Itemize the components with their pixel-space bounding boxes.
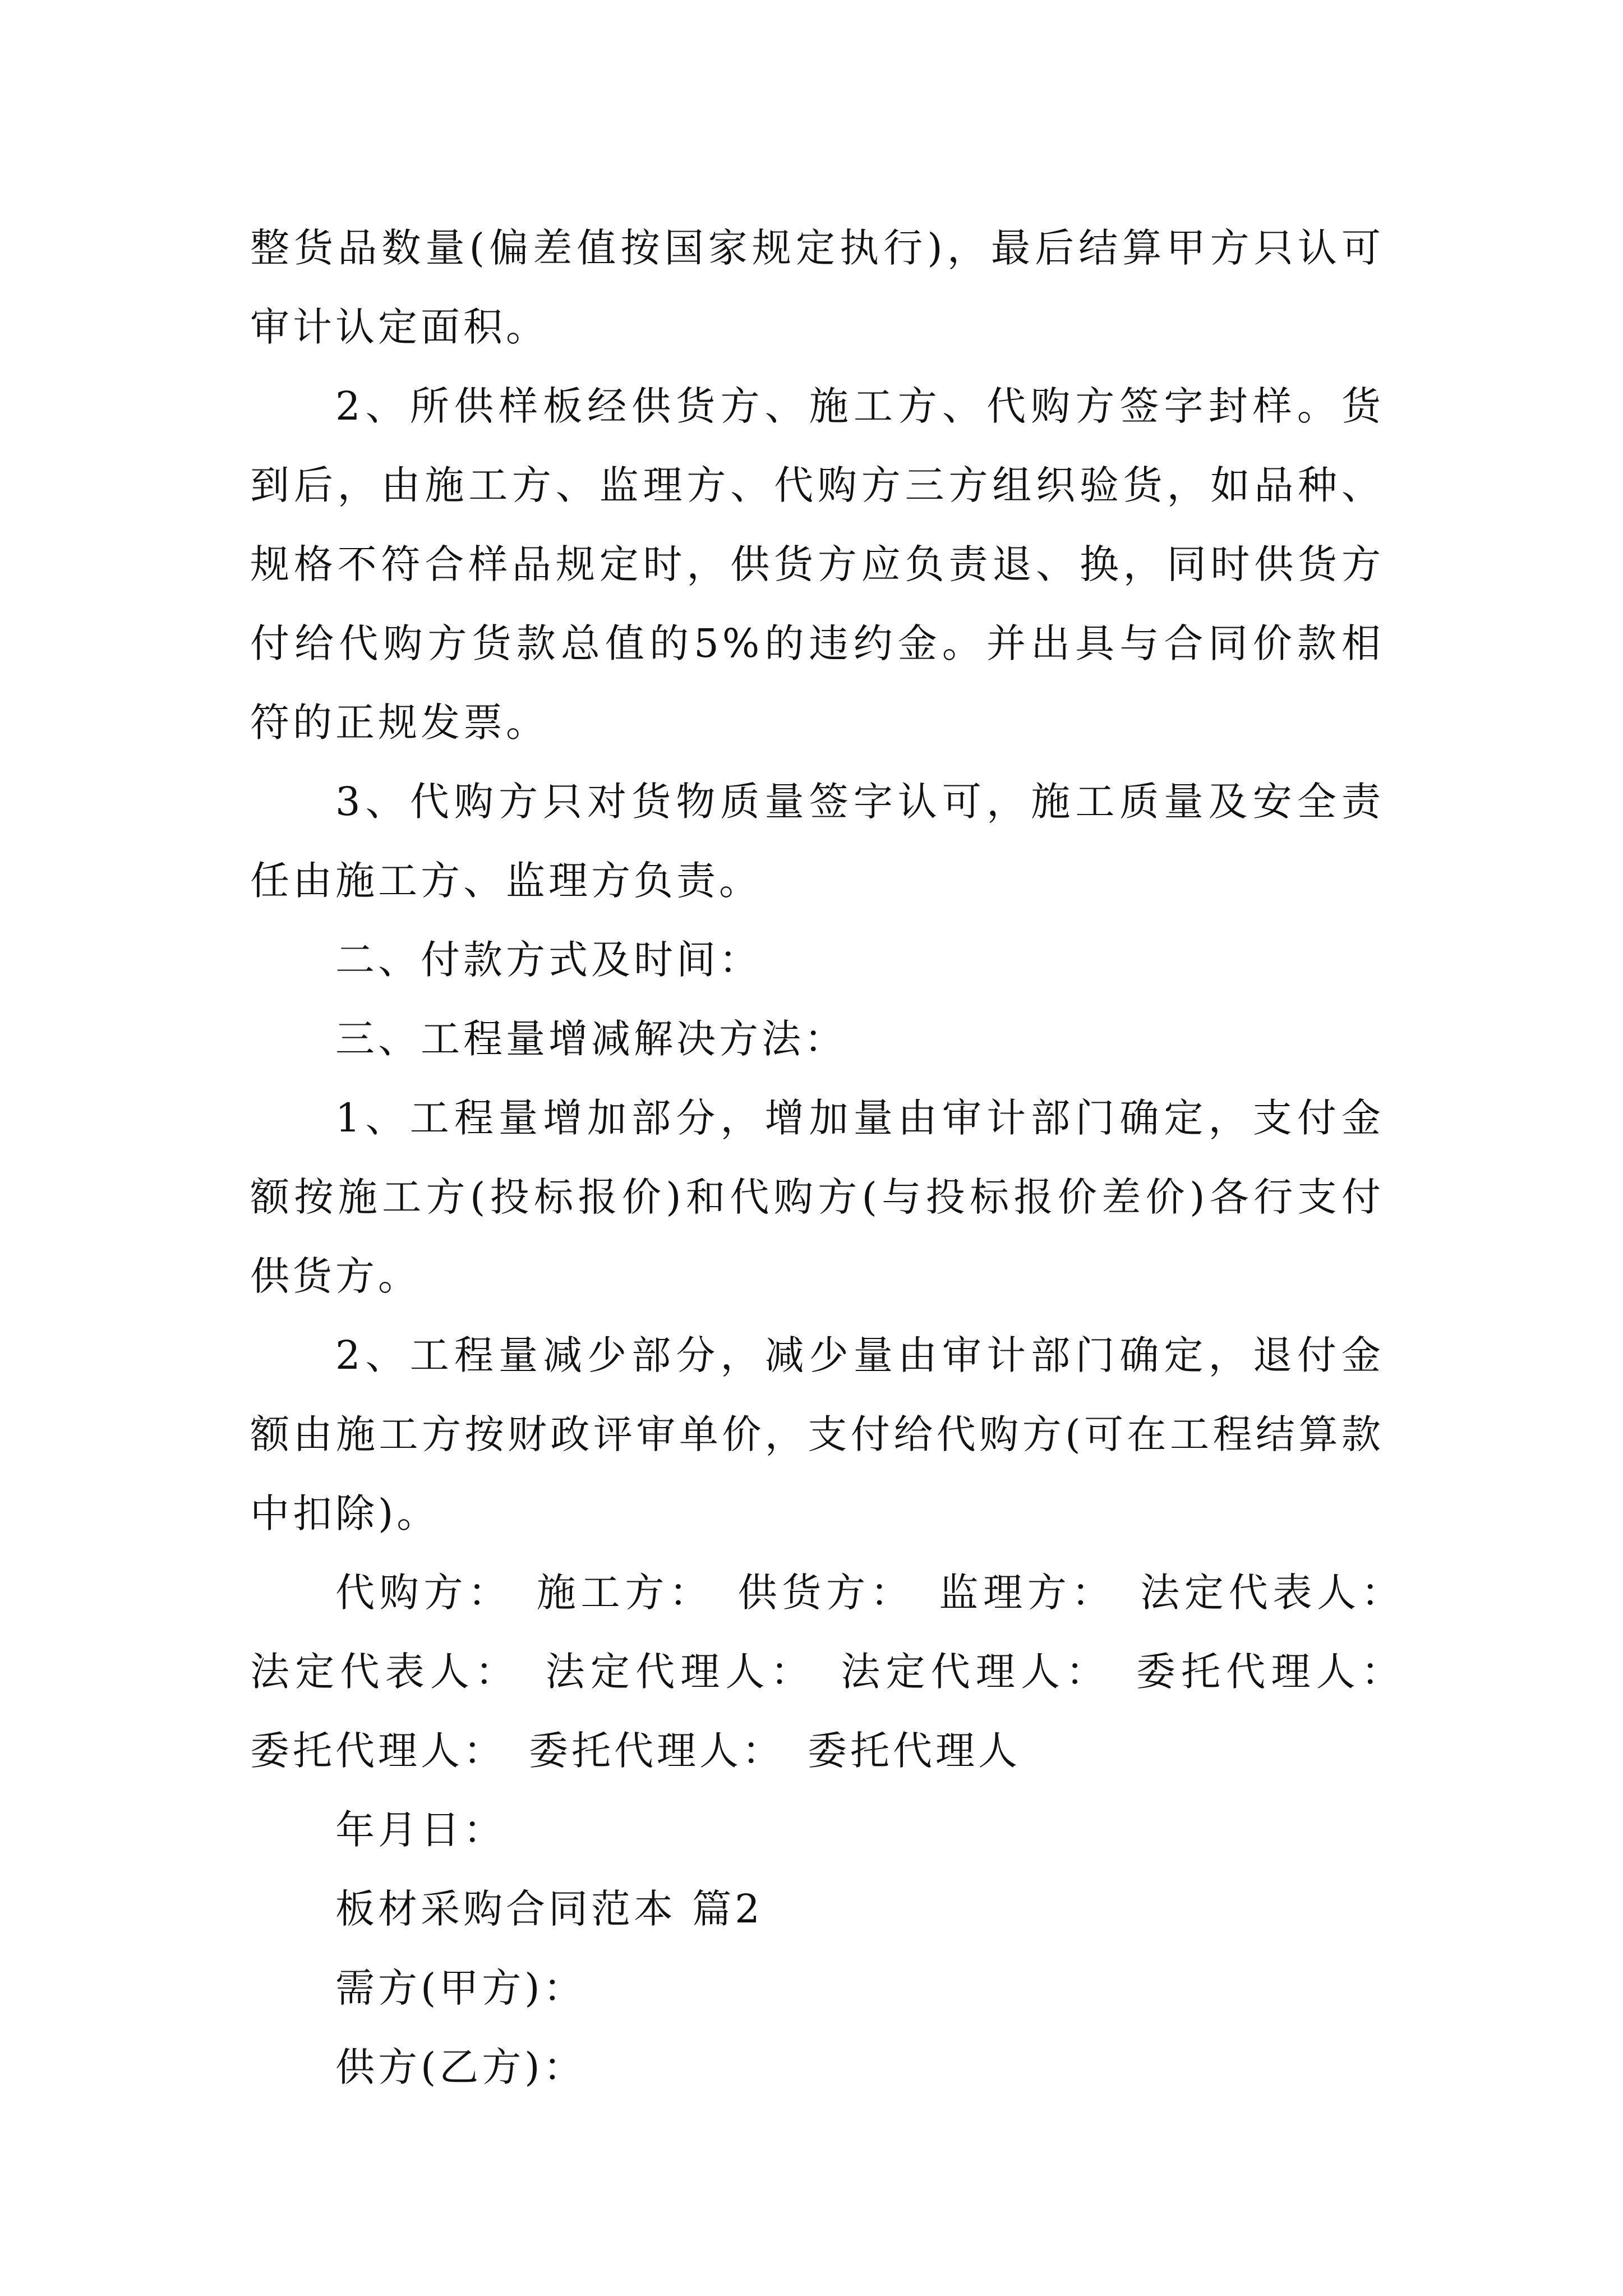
date-line: 年月日： [335, 1807, 506, 1853]
paragraph-item-3-quality: 3、代购方只对货物质量签字认可，施工质量及安全责任由施工方、监理方负责。 [250, 779, 1384, 904]
section-title-2: 板材采购合同范本 篇2 [335, 1886, 763, 1932]
paragraph-continuation: 整货品数量(偏差值按国家规定执行)，最后结算甲方只认可审计认定面积。 [250, 225, 1384, 350]
document-body [250, 209, 1427, 2107]
supplier-line: 供方(乙方)： [335, 2044, 586, 2090]
heading-section-3-quantity: 三、工程量增减解决方法： [335, 1016, 847, 1062]
paragraph-item-2-sample: 2、所供样板经供货方、施工方、代购方签字封样。货到后，由施工方、监理方、代购方三方组织验货，如品种、规格不符合样品规定时，供货方应负责退、换，同时供货方付给代购方货款总值的5%的违约金。并出具与合同价款相符的正规发票。 [250, 383, 1384, 746]
paragraph-item-2-decrease: 2、工程量减少部分，减少量由审计部门确定，退付金额由施工方按财政评审单价，支付给代购方(可在工程结算款中扣除)。 [250, 1332, 1384, 1536]
signature-parties: 代购方： 施工方： 供货方： 监理方： 法定代表人： 法定代表人： 法定代理人： 法定代理人： 委托代理人： 委托代理人： 委托代理人： 委托代理人 [250, 1570, 1427, 1774]
buyer-line: 需方(甲方)： [335, 1965, 586, 2011]
heading-section-2-payment: 二、付款方式及时间： [335, 937, 762, 983]
paragraph-item-1-increase: 1、工程量增加部分，增加量由审计部门确定，支付金额按施工方(投标报价)和代购方(与投标报价差价)各行支付供货方。 [250, 1095, 1384, 1299]
